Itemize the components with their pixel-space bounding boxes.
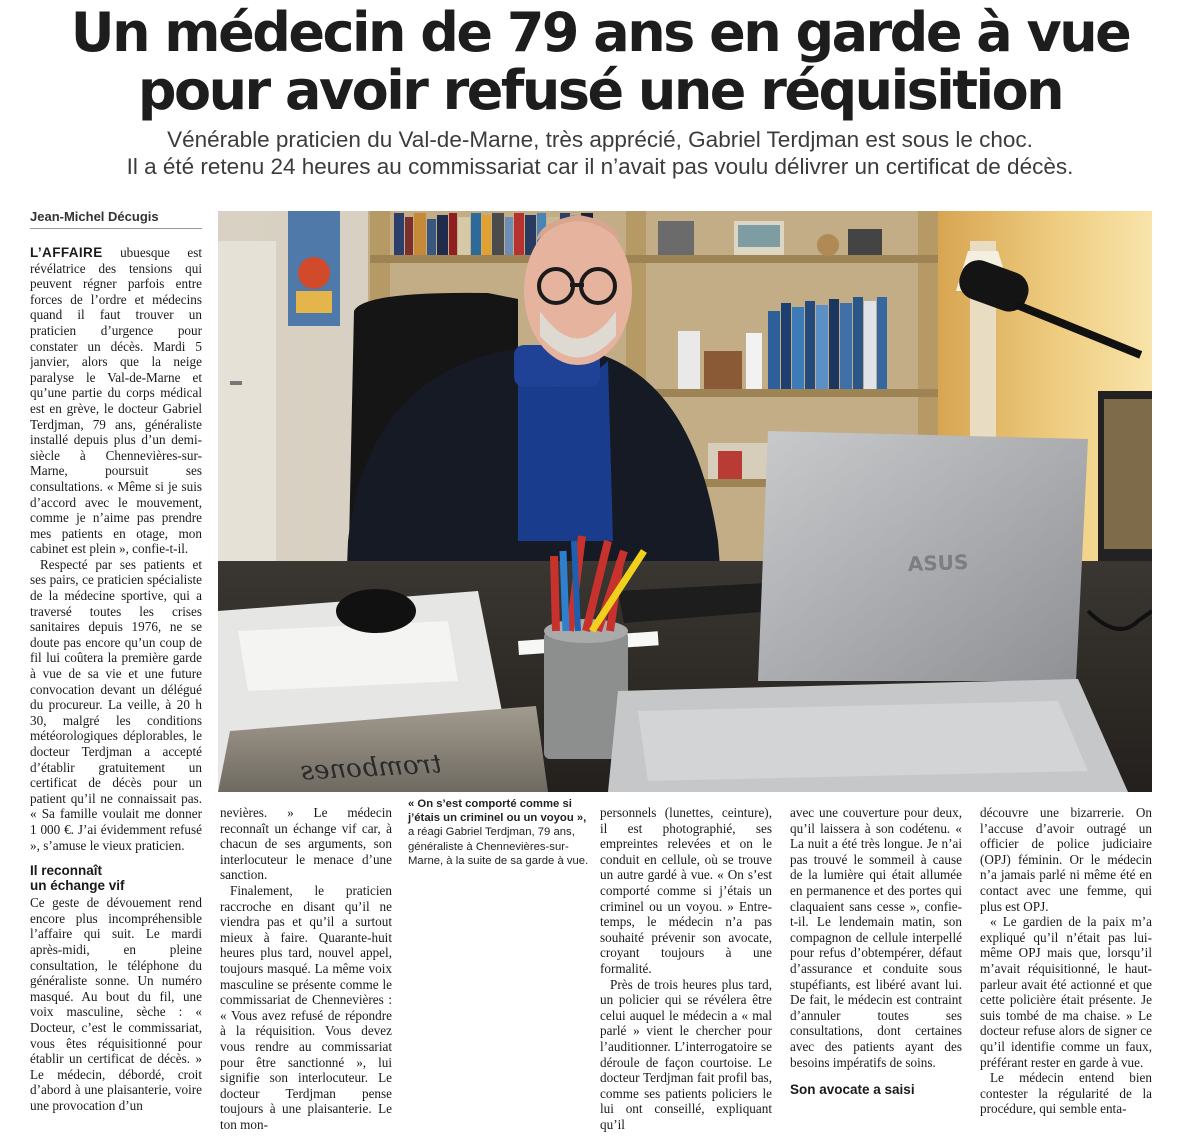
office-scene-illustration <box>218 211 1152 792</box>
subheading: Son avocate a saisi <box>790 1082 915 1098</box>
paragraph: nevières. » Le médecin reconnaît un échange vif car, à chacun de ses arguments, son interlocuteur le menace d’une sanction. <box>220 805 392 883</box>
subheading-line-2: un échange vif <box>30 878 125 894</box>
standfirst <box>0 126 1200 180</box>
article-column-4 <box>790 805 962 1146</box>
caption-attribution: a réagi Gabriel Terdjman, 79 ans, généraliste à Chennevières-sur-Marne, à la suite de sa garde à vue. <box>408 826 589 867</box>
paragraph: Près de trois heures plus tard, un policier qui se révélera être celui auquel le médecin a « mal parlé » vient le chercher pour l’auditionner. L’interrogatoire se déroule de façon courtoise. Le docteur Terdjman fait profil bas, comme ses patients policiers le lui ont conseillé, expliquant qu’il <box>600 976 772 1132</box>
byline: Jean-Michel Décugis <box>30 209 159 224</box>
article-column-5 <box>980 805 1152 1146</box>
paragraph: avec une couverture pour deux, qu’il laissera à son codétenu. « La nuit a été très longue. Je n’ai pas trouvé le sommeil à cause de la lumière qui était allumée en permanence et des portes qui claquaient sans cesse », confie-t-il. Le lendemain matin, son compagnon de cellule interpellé pour refus d’obtempérer, défaut d’assurance et conduite sous stupéfiants, est libéré avant lui. De fait, le médecin est contraint d’annuler toutes ses consultations, dont certaines avec des patients ayant des besoins impératifs de soins. <box>790 805 962 1070</box>
lead-paragraph <box>30 245 202 557</box>
caption-quote: « On s’est comporté comme si j’étais un criminel ou un voyou », <box>408 798 587 825</box>
paragraph: découvre une bizarrerie. On l’accuse d’avoir outragé un officier de police judiciaire (OPJ) féminin. Or le médecin n’a jamais parlé ni même été en contact avec une femme, qui plus est OPJ. <box>980 805 1152 914</box>
paragraph: « Le gardien de la paix m’a expliqué qu’il n’était pas lui-même OPJ mais que, lorsqu’il m’avait réquisitionné, le haut-parleur avait été actionné et que cette policière était présente. Je suis tombé de ma chaise. » Le docteur refuse alors de signer ce qu’il identifie comme un faux, préférant rester en garde à vue. <box>980 914 1152 1070</box>
subheading-line-1: Il reconnaît <box>30 863 103 879</box>
lead-paragraph-text: ubuesque est révélatrice des tensions qui peuvent régner parfois entre forces de l’ordre et médecins quand il faut trouver un praticien d’urgence pour constater un décès. Mardi 5 janvier, alors que la neige paralyse le Val-de-Marne et qu’une partie du corps médical est en grève, le docteur Gabriel Terdjman, 79 ans, généraliste installé depuis plus d’un demi-siècle à Chennevières-sur-Marne, poursuit ses consultations. « Même si je suis d’accord avec le mouvement, comme je n’aime pas prendre mes patients en otage, mon cabinet est plein », confie-t-il. <box>30 245 202 557</box>
article-column-2 <box>220 805 392 1146</box>
subheading <box>30 863 202 893</box>
article-column-1 <box>30 245 202 1146</box>
headline-line-1: Un médecin de 79 ans en garde à vue <box>70 1 1130 64</box>
laptop-logo: ASUS <box>907 549 969 576</box>
lead-word: L’AFFAIRE <box>30 245 103 260</box>
article-photo <box>218 211 1152 792</box>
paragraph: personnels (lunettes, ceinture), il est photographié, ses empreintes relevées et on le conduit en cellule, où se trouve un autre gardé à vue. « On s’est comporté comme si j’étais un criminel ou un voyou. » Entre-temps, le médecin n’a pas souhaité prévenir son avocate, croyant toujours à une formalité. <box>600 805 772 976</box>
photo-caption <box>408 797 593 868</box>
standfirst-line-1: Vénérable praticien du Val-de-Marne, très apprécié, Gabriel Terdjman est sous le choc. <box>167 127 1033 152</box>
paragraph: Ce geste de dévouement rend encore plus incompréhensible l’affaire qui suit. Le mardi après-midi, en pleine consultation, le téléphone du généraliste sonne. Un numéro masqué. Au bout du fil, une voix masculine, sèche : « Docteur, c’est le commissariat, vous êtes réquisitionné pour établir un certificat de décès. » Le médecin, débordé, croit d’abord à une plaisanterie, voire une provocation d’un <box>30 895 202 1113</box>
headline <box>0 1 1200 122</box>
paragraph: Finalement, le praticien raccroche en disant qu’il ne viendra pas et qu’il a surtout mieux à faire. Quarante-huit heures plus tard, nouvel appel, toujours masqué. La même voix masculine se présente comme le commissariat de Chennevières : « Vous avez refusé de répondre à la réquisition. Vous devez vous rendre au commissariat pour être sanctionné », lui signifie son interlocuteur. Le docteur Terdjman pense toujours à une plaisanterie. Le ton mon- <box>220 882 392 1132</box>
paragraph: Le médecin entend bien contester la régularité de la procédure, qui semble enta- <box>980 1070 1152 1117</box>
byline-rule <box>30 228 202 229</box>
tin-label: trombones <box>299 749 443 787</box>
paragraph: Respecté par ses patients et ses pairs, ce praticien spécialiste de la médecine sportive, qui a traversé toutes les crises sanitaires depuis 1976, ne se doute pas encore qu’un coup de fil lui coûtera la première garde à vue de sa vie et une future convocation devant un délégué du procureur. La veille, à 20 h 30, malgré les conditions météorologiques déplorables, le docteur Terdjman a accepté d’établir gratuitement un certificat de décès pour un patient qu’il ne connaissait pas. « Sa famille voulait me donner 1 000 €. J’ai évidemment refusé », s’amuse le vieux praticien. <box>30 556 202 853</box>
article-column-3 <box>600 805 772 1146</box>
headline-line-2: pour avoir refusé une réquisition <box>137 59 1063 122</box>
standfirst-line-2: Il a été retenu 24 heures au commissariat car il n’avait pas voulu délivrer un certificat de décès. <box>126 154 1074 179</box>
